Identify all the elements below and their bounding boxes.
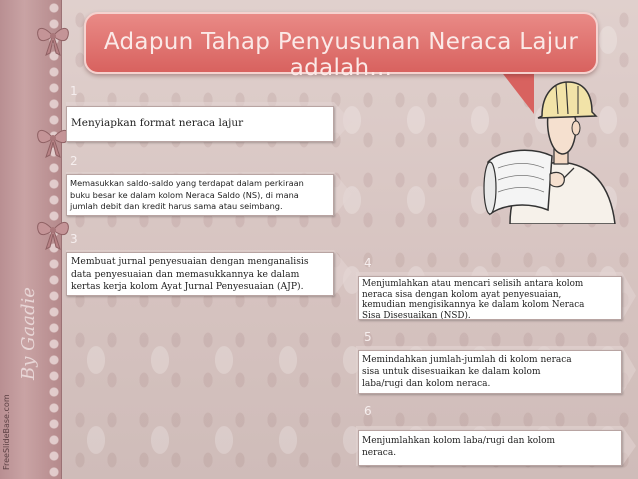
side-strip-credit: FreeSlideBase.com	[2, 394, 11, 470]
step-4-number: 4	[364, 256, 372, 270]
step-2-number: 2	[70, 154, 78, 168]
page-title: Adapun Tahap Penyusunan Neraca Lajur adalah...	[103, 29, 579, 81]
step-1-number: 1	[70, 84, 78, 98]
step-3-card: Membuat jurnal penyesuaian dengan menganalisis data penyesuaian dan memasukkannya ke dalam kertas kerja kolom Ayat Jurnal Penyesuaian (AJP).	[66, 252, 334, 296]
step-6-card: Menjumlahkan kolom laba/rugi dan kolom neraca.	[358, 430, 622, 466]
worker-holding-blueprint-icon	[470, 64, 630, 224]
step-4-card: Menjumlahkan atau mencari selisih antara kolom neraca sisa dengan kolom ayat penyesuaian, kemudian mengisikannya ke dalam kolom Neraca Sisa Disesuaikan (NSD).	[358, 276, 622, 320]
step-5-card: Memindahkan jumlah-jumlah di kolom neraca sisa untuk disesuaikan ke dalam kolom laba/rugi dan kolom neraca.	[358, 350, 622, 394]
step-5-number: 5	[364, 330, 372, 344]
step-3-number: 3	[70, 232, 78, 246]
step-6-number: 6	[364, 404, 372, 418]
step-2-card: Memasukkan saldo-saldo yang terdapat dalam perkiraan buku besar ke dalam kolom Neraca Saldo (NS), di mana jumlah debit dan kredit harus sama atau seimbang.	[66, 174, 334, 216]
step-1-card: Menyiapkan format neraca lajur	[66, 106, 334, 142]
side-strip-script: By Gaadie	[18, 287, 39, 380]
